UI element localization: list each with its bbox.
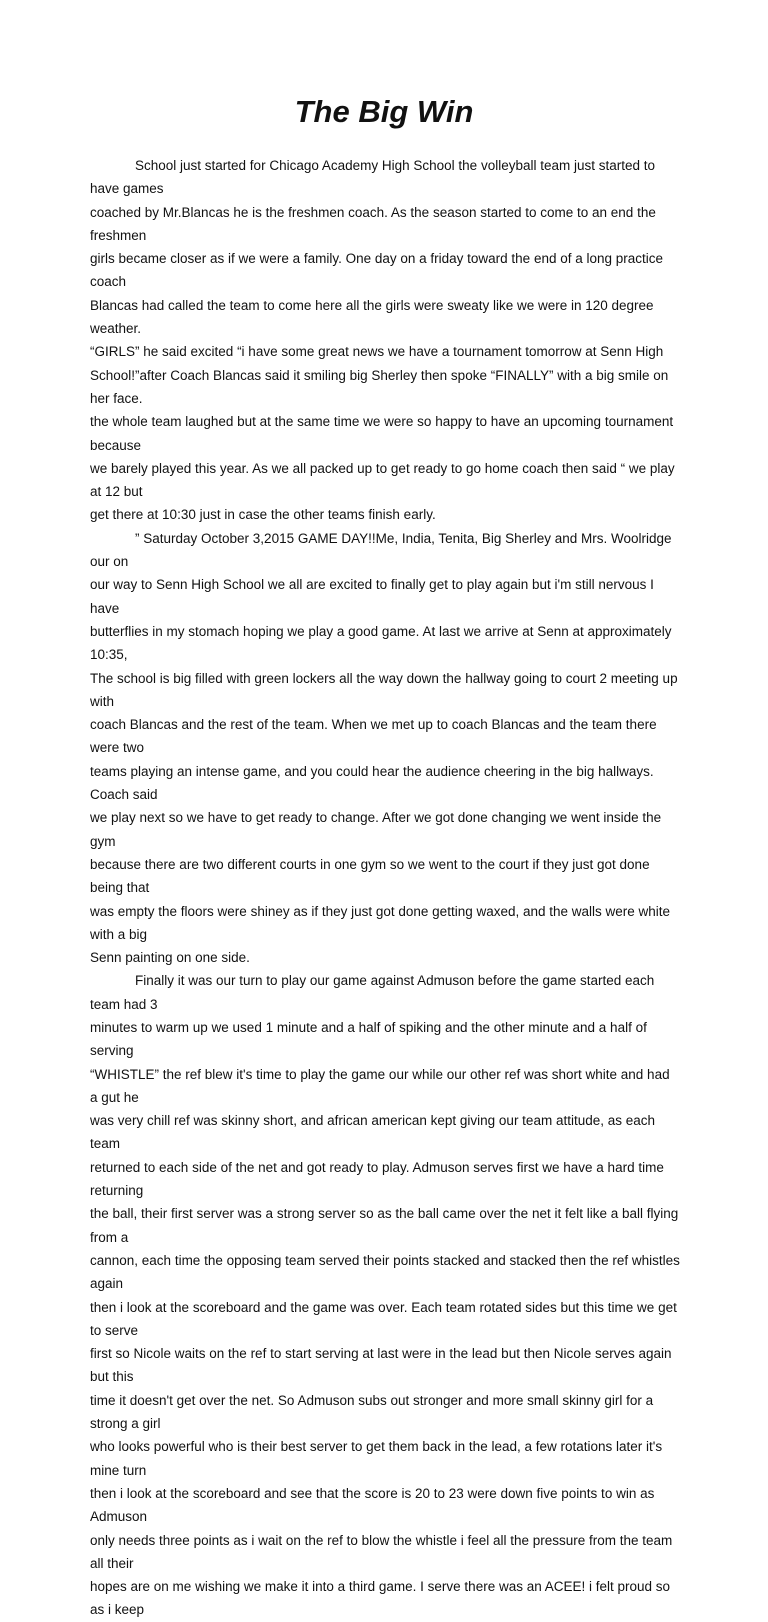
document-title: The Big Win [294,94,474,129]
paragraph-1: School just started for Chicago Academy High School the volleyball team just started to have games coached by Mr.Blancas he is the freshmen coach. As the season started to come to an end the freshmen girls became closer as if we were a family. One day on a friday toward the end of a long practice coach Blancas had called the team to come here all the girls were sweaty like we were in 120 degree weather. “GIRLS” he said excited “i have some great news we have a tournament tomorrow at Senn High School!”after Coach Blancas said it smiling big Sherley then spoke “FINALLY” with a big smile on her face. the whole team laughed but at the same time we were so happy to have an upcoming tournament because we barely played this year. As we all packed up to get ready to go home coach then said “ we play at 12 but get there at 10:30 just in case the other teams finish early. [90,158,675,523]
document-body [90,154,680,1622]
paragraph-3: Finally it was our turn to play our game against Admuson before the game started each team had 3 minutes to warm up we used 1 minute and a half of spiking and the other minute and a half of serving “WHISTLE” the ref blew it's time to play the game our while our other ref was short white and had a gut he was very chill ref was skinny short, and african american kept giving our team attitude, as each team returned to each side of the net and got ready to play. Admuson serves first we have a hard time returning the ball, their first server was a strong server so as the ball came over the net it felt like a ball flying from a cannon, each time the opposing team served their points stacked and stacked then the ref whistles again then i look at the scoreboard and the game was over. Each team rotated sides but this time we get to serve first so Nicole waits on the ref to start serving at last were in the lead but then Nicole serves again but this time it doesn't get over the net. So Admuson subs out stronger and more small skinny girl for a strong a girl who looks powerful who is their best server to get them back in the lead, a few rotations later it's mine turn then i look at the scoreboard and see that the score is 20 to 23 were down five points to win as Admuson only needs three points as i wait on the ref to blow the whistle i feel all the pressure from the team all their hopes are on me wishing we make it into a third game. I serve there was an ACEE! i felt proud so as i keep [90,973,680,1618]
paragraph-2: ” Saturday October 3,2015 GAME DAY!!Me, India, Tenita, Big Sherley and Mrs. Woolridge our on our way to Senn High School we all are excited to finally get to play again but i'm still nervous I have butterflies in my stomach hoping we play a good game. At last we arrive at Senn at approximately 10:35, The school is big filled with green lockers all the way down the hallway going to court 2 meeting up with coach Blancas and the rest of the team. When we met up to coach Blancas and the team there were two teams playing an intense game, and you could hear the audience cheering in the big hallways. Coach said we play next so we have to get ready to change. After we got done changing we went inside the gym because there are two different courts in one gym so we went to the court if they just got done being that was empty the floors were shiney as if they just got done getting waxed, and the walls were white with a big Senn painting on one side. [90,530,678,966]
